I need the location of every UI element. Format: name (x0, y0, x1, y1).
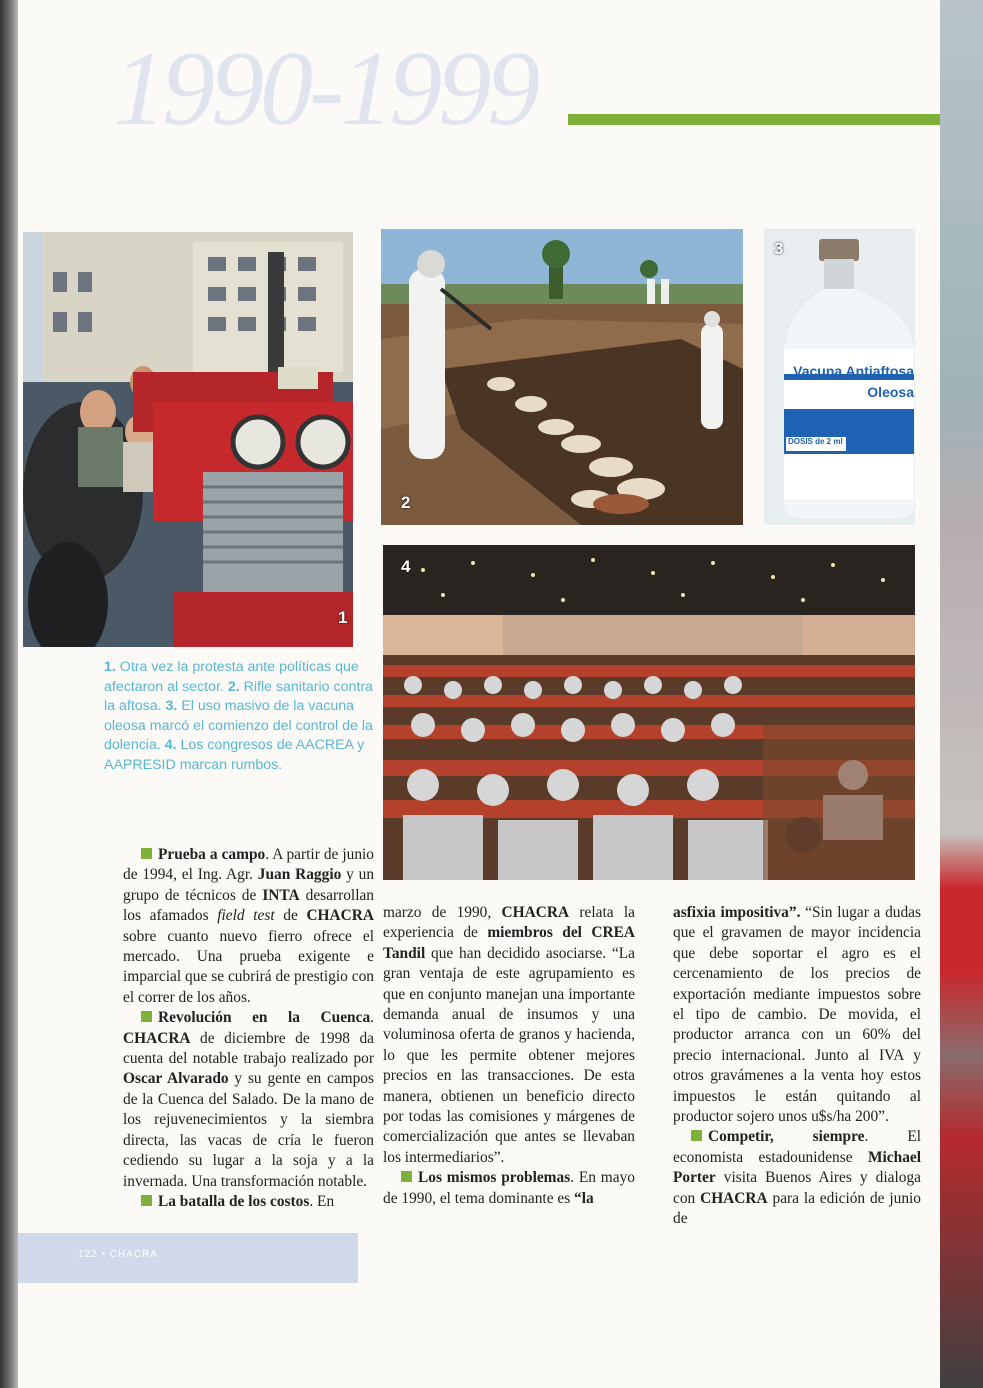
name-crea-tandil: miembros del CREA Tandil (383, 924, 635, 962)
quote-end: asfixia impositiva”. (673, 904, 801, 921)
quote-start: “la (574, 1189, 594, 1207)
photo-number: 4 (401, 557, 411, 576)
article-column-3 (673, 903, 921, 1230)
caption-num-2: 2. (227, 678, 240, 695)
photo-number: 2 (401, 493, 411, 512)
name-raggio: Juan Raggio (257, 866, 342, 884)
text-run: . El economista estadounidense (673, 1128, 921, 1166)
subhead-batalla: La batalla de los costos (158, 1192, 310, 1210)
square-bullet (141, 848, 152, 859)
vaccine-dose: DOSIS de 2 ml (788, 437, 843, 446)
subhead-prueba: Prueba a campo (158, 846, 266, 863)
name-chacra: CHACRA (123, 1029, 191, 1047)
text-run: . En mayo de 1990, el tema dominante es (383, 1169, 635, 1207)
photo-sanitary-trench (381, 229, 743, 525)
text-run: marzo de 1990, (383, 904, 502, 921)
photo-number: 1 (338, 608, 348, 627)
photo-tractor-protest (23, 232, 353, 647)
decade-title: 1990-1999 (113, 30, 537, 147)
subhead-competir: Competir, siempre (708, 1128, 865, 1146)
article-column-1 (123, 845, 374, 1212)
square-bullet (141, 1195, 152, 1206)
square-bullet (401, 1171, 412, 1182)
caption-text-4: Los congresos de AACREA y AAPRESID marcan rumbos. (104, 737, 365, 773)
text-run: . A partir de junio de 1994, el Ing. Agr. (123, 846, 374, 884)
caption-text-1: Otra vez la protesta ante políticas que afectaron al sector. (104, 659, 359, 695)
magazine-page (18, 0, 940, 1388)
italic-field-test: field test (217, 907, 275, 925)
caption-num-4: 4. (164, 737, 177, 753)
vaccine-label-line2: Oleosa (867, 384, 914, 400)
text-run: de (274, 907, 307, 925)
page-number-label: 122 • CHACRA (78, 1249, 158, 1260)
name-inta: INTA (262, 886, 300, 904)
name-chacra: CHACRA (306, 907, 374, 925)
caption-num-3: 3. (165, 698, 178, 714)
text-run: y su gente en campos de la Cuenca del Salado. De la mano de los rejuvenecimientos y la siembra directa, las vacas de cría le fueron cediendo su lugar a la soja y a la invernada. Una transformación notable. (123, 1070, 374, 1190)
square-bullet (691, 1130, 702, 1141)
photo-congress-audience (383, 545, 915, 880)
name-alvarado: Oscar Alvarado (123, 1070, 229, 1088)
text-run: y un grupo de técnicos de (123, 866, 375, 904)
name-chacra: CHACRA (501, 904, 570, 921)
text-run: para la edición de junio de (673, 1189, 921, 1228)
book-binding (0, 0, 18, 1388)
text-run: de diciembre de 1998 da cuenta del notable trabajo realizado por (123, 1029, 374, 1068)
name-chacra: CHACRA (700, 1189, 768, 1207)
text-run: relata la experiencia de (383, 904, 635, 942)
caption-text-3: El uso masivo de la vacuna oleosa marcó el comienzo del control de la dolencia. (104, 698, 373, 753)
text-run: desarrollan los afamados (123, 886, 375, 925)
text-run: visita Buenos Aires y dialoga con (673, 1169, 921, 1207)
next-page-edge (940, 0, 983, 1388)
text-run: que han decidido asociarse. “La gran ventaja de este agrupamiento es que en conjunto manejan una importante demanda anual de insumos y una voluminosa oferta de granos y hacienda, lo que les permite obtener mejores precios en las transacciones. De esta manera, obtienen un beneficio directo por todas las comisiones y márgenes de comercialización que antes se llevaban los intermediarios”. (383, 944, 635, 1166)
green-rule (568, 114, 940, 125)
caption-num-1: 1. (104, 659, 116, 675)
text-run: . En (309, 1192, 335, 1210)
photo-vaccine-bottle (764, 229, 915, 525)
name-porter: Michael Porter (673, 1148, 921, 1187)
subhead-problemas: Los mismos problemas (418, 1169, 571, 1187)
text-run: “Sin lugar a dudas que el gravamen de mayor incidencia que debe soportar el agro es el cercenamiento de los precios de exportación mediante impuestos sobre el tipo de cambio. De movida, el productor arranca con un 60% del precio internacional. Junto al IVA y otros gravámenes a la venta hoy estos impuestos le están quitando al productor sojero unos u$s/ha 200”. (673, 904, 921, 1126)
square-bullet (141, 1011, 152, 1022)
vaccine-label-line1: Vacuna Antiaftosa (793, 364, 914, 379)
subhead-revolucion: Revolución en la Cuenca (158, 1009, 371, 1027)
text-run: sobre cuanto nuevo fierro ofrece el mercado. Una prueba exigente e imparcial que se cubrirá de prestigio con el correr de los años. (123, 927, 374, 1006)
article-column-2 (383, 903, 635, 1209)
photo-number: 3 (774, 239, 784, 258)
photo-caption (104, 658, 374, 775)
text-run: . (370, 1009, 374, 1027)
page-footer (18, 1233, 358, 1283)
caption-text-2: Rifle sanitario contra la aftosa. (104, 678, 373, 714)
